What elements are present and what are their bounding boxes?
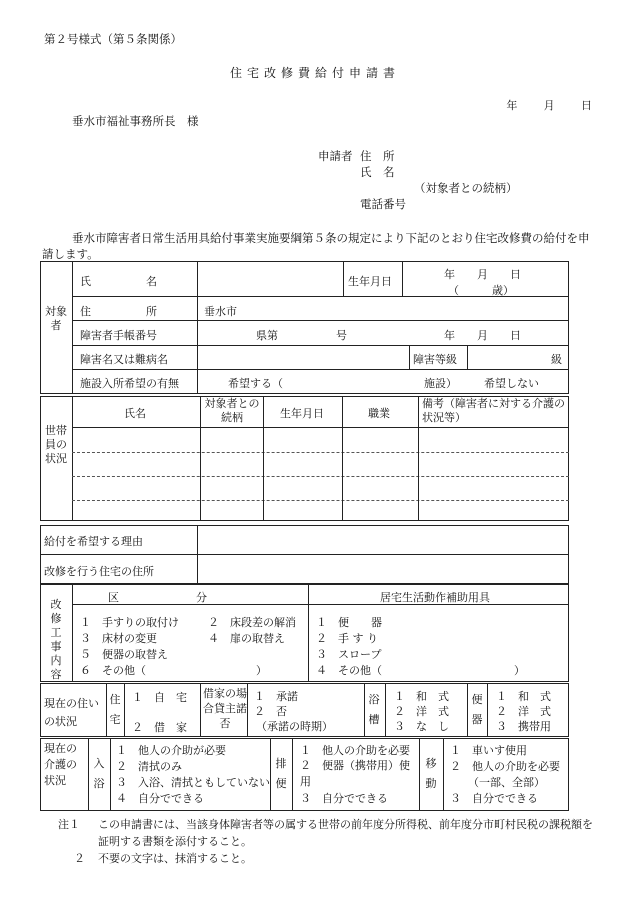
work-item-3: ３ 床材の変更 (80, 632, 157, 645)
intro-text: 垂水市障害者日常生活用具給付事業実施要綱第５条の規定により下記のとおり住宅改修費の給付を申請します。 (42, 231, 590, 261)
page-title: 住宅改修費給付申請書 (229, 66, 400, 80)
facility-wish-yes: 希望する（ (228, 377, 283, 390)
toilet-option-3: ３ 携帯用 (496, 720, 551, 733)
note-2-text: 不要の文字は、抹消すること。 (98, 852, 252, 865)
work-section-label: 改修工事内容 (50, 598, 62, 681)
mobility-label: 移動 (425, 757, 437, 790)
subject-section-label: 対象者 (45, 305, 67, 332)
household-header-name: 氏名 (124, 407, 146, 420)
date-month: 月 (543, 99, 555, 112)
bathing-option-4: ４ 自分でできる (116, 792, 204, 805)
care-label: 現在の介護の状況 (44, 742, 77, 787)
toilet-option-1: １ 和 式 (496, 690, 551, 703)
consent-yes: １ 承諾 (254, 690, 298, 703)
bathtub-option-1: １ 和 式 (394, 690, 449, 703)
form-number: 第２号様式（第５条関係） (44, 32, 182, 46)
handbook-number-label: 障害者手帳番号 (80, 329, 157, 342)
facility-wish-yes-end: 施設） (424, 377, 457, 390)
aid-item-3: ３ スロープ (316, 648, 382, 661)
excretion-option-3: ３ 自分でできる (300, 792, 388, 805)
applicant-address-label: 住 所 (360, 149, 395, 163)
excretion-option-1: １ 他人の介助を必要 (300, 744, 410, 757)
date-day: 日 (581, 99, 592, 112)
toilet-label: 便器 (471, 693, 483, 726)
note-1-key: 注１ (58, 818, 80, 831)
birth-date-label: 生年月日 (348, 275, 392, 288)
household-header-notes: 備考（障害者に対する介護の状況等） (422, 397, 565, 424)
housing-label: 現在の住いの状況 (44, 697, 99, 728)
house-rent: ２ 借 家 (132, 721, 187, 734)
mobility-option-2-detail: （一部、全部） (468, 776, 545, 789)
mobility-option-1: １ 車いす使用 (450, 744, 527, 757)
landlord-consent-label: 借家の場合貸主諾否 (203, 687, 247, 730)
work-item-6: ６ その他（ ） (80, 664, 267, 677)
excretion-label: 排便 (275, 757, 287, 790)
age-value: （ 歳） (448, 284, 514, 297)
subject-name-label: 氏 名 (80, 275, 157, 288)
consent-no: ２ 否 (254, 705, 287, 718)
handbook-prefecture: 県第 (256, 329, 278, 342)
renovation-address-label: 改修を行う住宅の住所 (44, 565, 154, 578)
aid-item-4: ４ その他（ ） (316, 664, 525, 677)
household-section-label: 世帯員の状況 (45, 424, 67, 465)
subject-address-label: 住 所 (80, 305, 157, 318)
handbook-number-suffix: 号 (336, 329, 347, 342)
disability-grade-label: 障害等級 (413, 353, 457, 366)
bathing-label: 入浴 (93, 757, 105, 790)
excretion-option-2: ２ 便器（携帯用）使用 (300, 759, 410, 788)
disability-name-label: 障害名又は難病名 (80, 353, 168, 366)
bathtub-option-2: ２ 洋 式 (394, 705, 449, 718)
consent-date: （承諾の時期） (256, 720, 333, 733)
household-header-birth: 生年月日 (280, 407, 324, 420)
addressee: 垂水市福祉事務所長 様 (72, 114, 199, 128)
note-2-key: ２ (74, 852, 85, 865)
aid-item-1: １ 便 器 (316, 616, 382, 629)
applicant-name-label: 氏 名 (360, 165, 395, 179)
applicant-phone-label: 電話番号 (360, 197, 406, 211)
work-item-2: ２ 床段差の解消 (208, 616, 296, 629)
note-2 (58, 850, 598, 867)
work-item-5: ５ 便器の取替え (80, 648, 168, 661)
house-type-label: 住宅 (109, 693, 121, 726)
subject-address-value: 垂水市 (204, 305, 237, 318)
bathing-option-2: ２ 清拭のみ (116, 760, 182, 773)
aid-item-2: ２ 手 す り (316, 632, 378, 645)
household-header-occupation: 職業 (368, 407, 390, 420)
note-1-text: この申請書には、当該身体障害者等の属する世帯の前年度分所得税、前年度分市町村民税の課税額を証明する書類を添付すること。 (98, 818, 593, 848)
work-division-header: 区 分 (108, 591, 207, 604)
work-aid-header: 居宅生活動作補助用具 (380, 591, 490, 604)
handbook-date: 年 月 日 (444, 329, 521, 342)
mobility-option-2: ２ 他人の介助を必要 (450, 760, 560, 773)
applicant-label: 申請者 (318, 149, 353, 163)
applicant-relation-label: （対象者との続柄） (414, 181, 518, 195)
note-1 (58, 816, 598, 850)
bathtub-option-3: ３ な し (394, 720, 449, 733)
bathtub-label: 浴槽 (368, 693, 380, 726)
bathing-option-3: ３ 入浴、清拭ともしていない (116, 776, 270, 789)
bathing-option-1: １ 他人の介助が必要 (116, 744, 226, 757)
application-date (480, 97, 592, 113)
facility-wish-label: 施設入所希望の有無 (80, 377, 179, 390)
house-own: １ 自 宅 (132, 691, 187, 704)
household-header-relation: 対象者との続柄 (204, 397, 260, 424)
birth-date-value: 年 月 日 (444, 268, 521, 281)
toilet-option-2: ２ 洋 式 (496, 705, 551, 718)
work-item-4: ４ 扉の取替え (208, 632, 285, 645)
date-year: 年 (506, 99, 518, 112)
work-item-1: １ 手すりの取付け (80, 616, 179, 629)
mobility-option-3: ３ 自分でできる (450, 792, 538, 805)
facility-wish-no: 希望しない (484, 377, 539, 390)
disability-grade-unit: 級 (551, 353, 562, 366)
notes (58, 816, 598, 867)
reason-label: 給付を希望する理由 (44, 535, 143, 548)
